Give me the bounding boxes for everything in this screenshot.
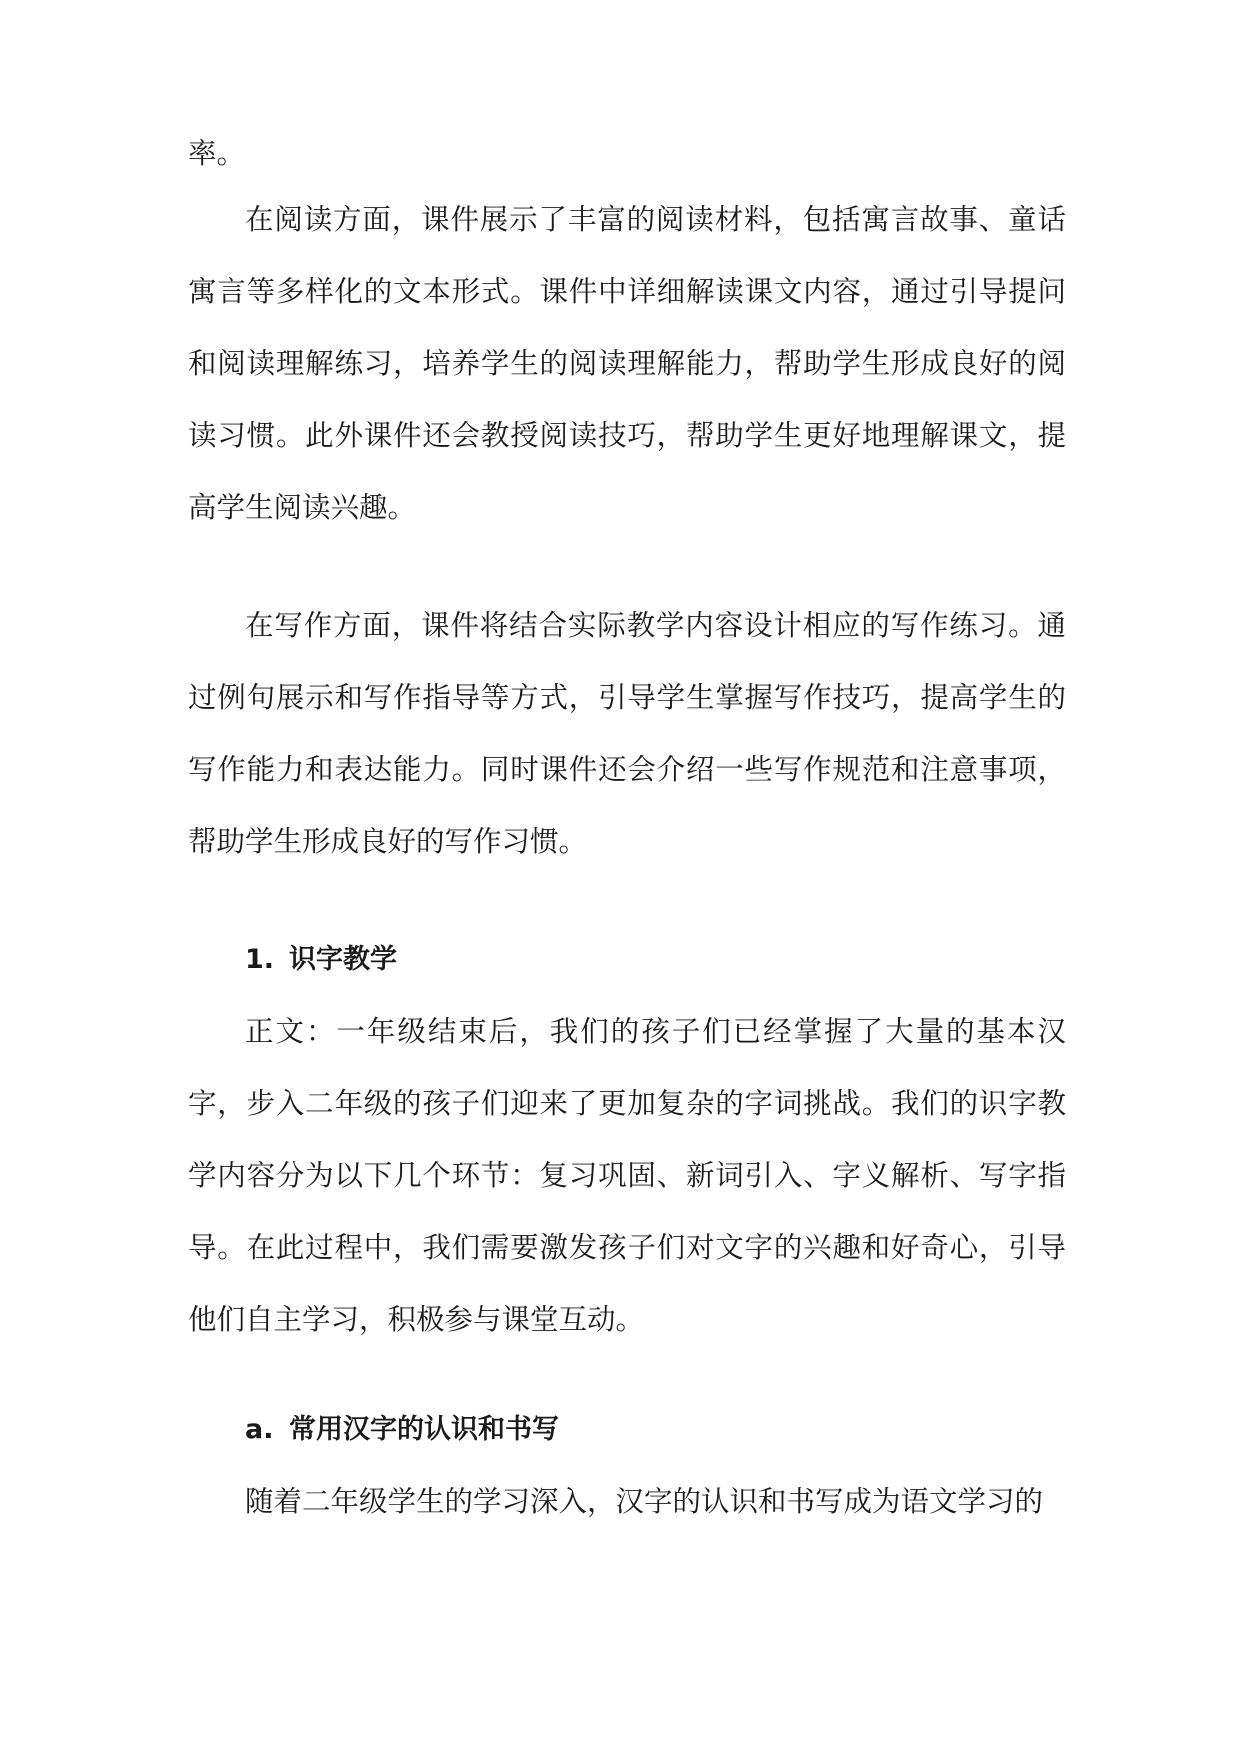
subsection-heading-characters bbox=[245, 1410, 559, 1450]
paragraph-writing: 在写作方面，课件将结合实际教学内容设计相应的写作练习。通过例句展示和写作指导等方式，引导学生掌握写作技巧，提高学生的写作能力和表达能力。同时课件还会介绍一些写作规范和注意事项，帮助学生形成良好的写作习惯。 bbox=[188, 609, 1066, 858]
paragraph-continuation: 率。 bbox=[188, 137, 246, 170]
paragraph-literacy-body: 正文：一年级结束后，我们的孩子们已经掌握了大量的基本汉字，步入二年级的孩子们迎来了更加复杂的字词挑战。我们的识字教学内容分为以下几个环节：复习巩固、新词引入、字义解析、写字指导。在此过程中，我们需要激发孩子们对文字的兴趣和好奇心，引导他们自主学习，积极参与课堂互动。 bbox=[188, 1015, 1066, 1336]
section-heading-literacy bbox=[245, 940, 397, 980]
paragraph-characters-body: 随着二年级学生的学习深入，汉字的认识和书写成为语文学习的 bbox=[245, 1485, 1044, 1518]
heading-number: a. bbox=[245, 1414, 274, 1445]
heading-text: 识字教学 bbox=[289, 944, 397, 975]
heading-text: 常用汉字的认识和书写 bbox=[289, 1414, 559, 1445]
heading-number: 1. bbox=[245, 944, 275, 975]
paragraph-reading: 在阅读方面，课件展示了丰富的阅读材料，包括寓言故事、童话寓言等多样化的文本形式。课件中详细解读课文内容，通过引导提问和阅读理解练习，培养学生的阅读理解能力，帮助学生形成良好的阅读习惯。此外课件还会教授阅读技巧，帮助学生更好地理解课文，提高学生阅读兴趣。 bbox=[188, 203, 1066, 524]
